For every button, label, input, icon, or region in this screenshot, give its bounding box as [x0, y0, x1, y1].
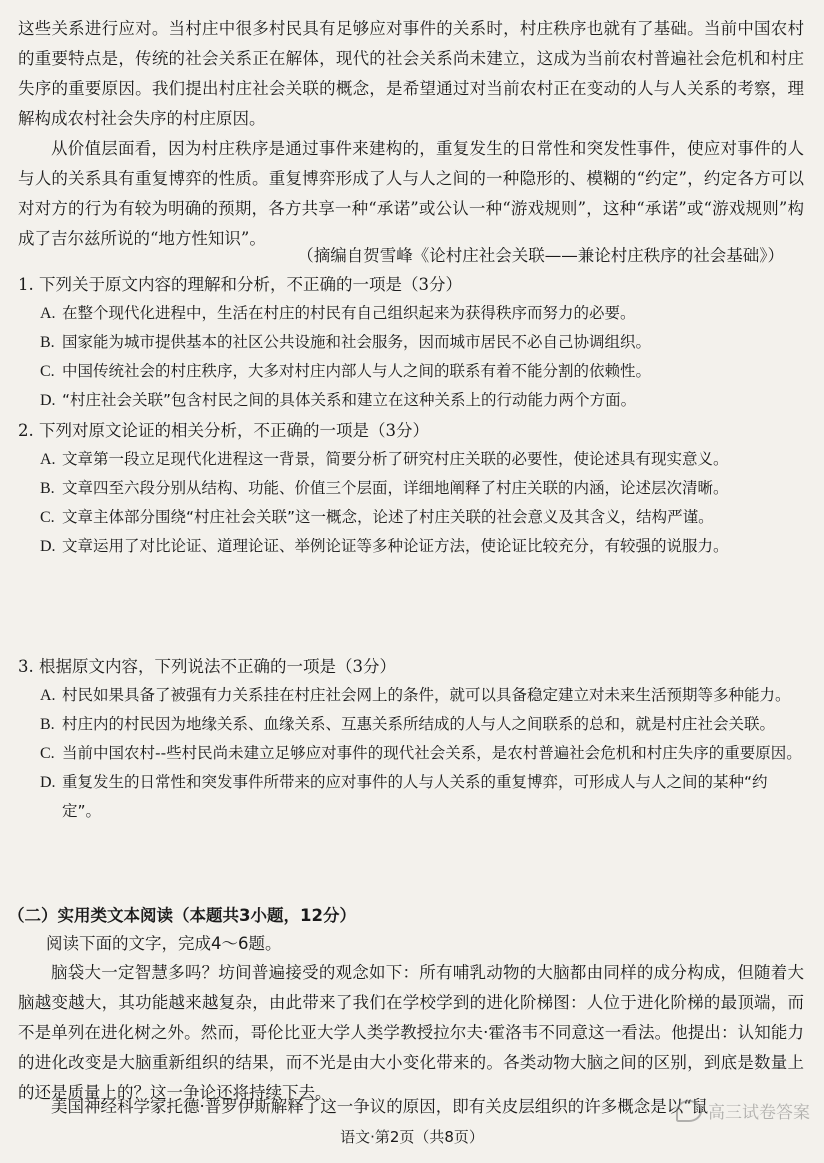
option-d: [18, 386, 804, 415]
option-text: 重复发生的日常性和突发事件所带来的应对事件的人与人关系的重复博弈，可形成人与人之间的某种“约定”。: [62, 773, 768, 820]
option-label: D.: [40, 392, 56, 409]
question-1: [18, 270, 804, 415]
option-text: 在整个现代化进程中，生活在村庄的村民有自己组织起来为获得秩序而努力的必要。: [62, 304, 636, 322]
passage-paragraph-2: 从价值层面看，因为村庄秩序是通过事件来建构的，重复发生的日常性和突发性事件，使应对事件的人与人的关系具有重复博弈的性质。重复博弈形成了人与人之间的一种隐形的、模糊的“约定”，约定各方可以对对方的行为有较为明确的预期，各方共享一种“承诺”或公认一种“游戏规则”，这种“承诺”或“游戏规则”构成了吉尔兹所说的“地方性知识”。: [18, 139, 804, 248]
option-text: “村庄社会关联”包含村民之间的具体关系和建立在这种关系上的行动能力两个方面。: [62, 391, 637, 409]
question-stem: 2. 下列对原文论证的相关分析，不正确的一项是（3分）: [18, 421, 429, 440]
wechat-icon: [676, 1100, 702, 1122]
option-text: 文章第一段立足现代化进程这一背景，简要分析了研究村庄关联的必要性，使论述具有现实意义。: [62, 450, 729, 468]
option-text: 文章四至六段分别从结构、功能、价值三个层面，详细地阐释了村庄关联的内涵，论述层次清晰。: [62, 479, 729, 497]
question-2: [18, 416, 804, 561]
option-label: A.: [40, 451, 56, 468]
option-c: [18, 739, 804, 768]
option-label: A.: [40, 687, 56, 704]
watermark-text: 高三试卷答案: [708, 1103, 810, 1123]
option-c: [18, 503, 804, 532]
option-text: 文章运用了对比论证、道理论证、举例论证等多种论证方法，使论证比较充分，有较强的说服力。: [62, 537, 729, 555]
option-text: 文章主体部分围绕“村庄社会关联”这一概念，论述了村庄关联的社会意义及其含义，结构严谨。: [62, 508, 714, 526]
option-b: [18, 328, 804, 357]
option-text: 中国传统社会的村庄秩序，大多对村庄内部人与人之间的联系有着不能分割的依赖性。: [62, 362, 652, 380]
section2-paragraph-1: 脑袋大一定智慧多吗？坊间普遍接受的观念如下：所有哺乳动物的大脑都由同样的成分构成，但随着大脑越变越大，其功能越来越复杂，由此带来了我们在学校学到的进化阶梯图：人位于进化阶梯的最顶端，而不是单列在进化树之外。然而，哥伦比亚大学人类学教授拉尔夫·霍洛韦不同意这一看法。他提出：认知能力的进化改变是大脑重新组织的结果，而不光是由大小变化带来的。各类动物大脑之间的区别，到底是数量上的还是质量上的？这一争论还将持续下去。: [18, 963, 804, 1102]
option-text: 国家能为城市提供基本的社区公共设施和社会服务，因而城市居民不必自己协调组织。: [62, 333, 652, 351]
option-label: C.: [40, 363, 55, 380]
option-label: C.: [40, 509, 55, 526]
option-d: [18, 768, 804, 826]
page-footer: 语文·第2页（共8页）: [340, 1128, 484, 1146]
question-stem: 3. 根据原文内容，下列说法不正确的一项是（3分）: [18, 657, 396, 676]
option-b: [18, 474, 804, 503]
option-d: [18, 532, 804, 561]
option-label: C.: [40, 745, 55, 762]
question-stem: 1. 下列关于原文内容的理解和分析，不正确的一项是（3分）: [18, 275, 462, 294]
section2-paragraph-2: 美国神经科学家托德·普罗伊斯解释了这一争议的原因，即有关皮层组织的许多概念是以“鼠: [51, 1097, 709, 1116]
option-text: 当前中国农村--些村民尚未建立足够应对事件的现代社会关系，是农村普遍社会危机和村庄失序的重要原因。: [62, 744, 802, 762]
option-label: B.: [40, 334, 55, 351]
section-heading: （二）实用类文本阅读（本题共3小题，12分）: [8, 906, 356, 925]
option-text: 村民如果具备了被强有力关系挂在村庄社会网上的条件，就可以具备稳定建立对未来生活预期等多种能力。: [62, 686, 791, 704]
option-label: D.: [40, 774, 56, 791]
option-c: [18, 357, 804, 386]
section-instruction: 阅读下面的文字，完成4～6题。: [46, 934, 282, 953]
option-label: D.: [40, 538, 56, 555]
option-label: B.: [40, 716, 55, 733]
option-label: B.: [40, 480, 55, 497]
question-3: [18, 652, 804, 826]
option-a: [18, 299, 804, 328]
option-text: 村庄内的村民因为地缘关系、血缘关系、互惠关系所结成的人与人之间联系的总和，就是村庄社会关联。: [62, 715, 776, 733]
option-label: A.: [40, 305, 56, 322]
option-a: [18, 681, 804, 710]
option-b: [18, 710, 804, 739]
passage-citation: （摘编自贺雪峰《论村庄社会关联——兼论村庄秩序的社会基础》）: [297, 246, 784, 265]
passage-paragraph-1: 这些关系进行应对。当村庄中很多村民具有足够应对事件的关系时，村庄秩序也就有了基础。当前中国农村的重要特点是，传统的社会关系正在解体，现代的社会关系尚未建立，这成为当前农村普遍社会危机和村庄失序的重要原因。我们提出村庄社会关联的概念，是希望通过对当前农村正在变动的人与人关系的考察，理解构成农村社会失序的村庄原因。: [18, 19, 804, 128]
option-a: [18, 445, 804, 474]
watermark: [676, 1098, 810, 1123]
